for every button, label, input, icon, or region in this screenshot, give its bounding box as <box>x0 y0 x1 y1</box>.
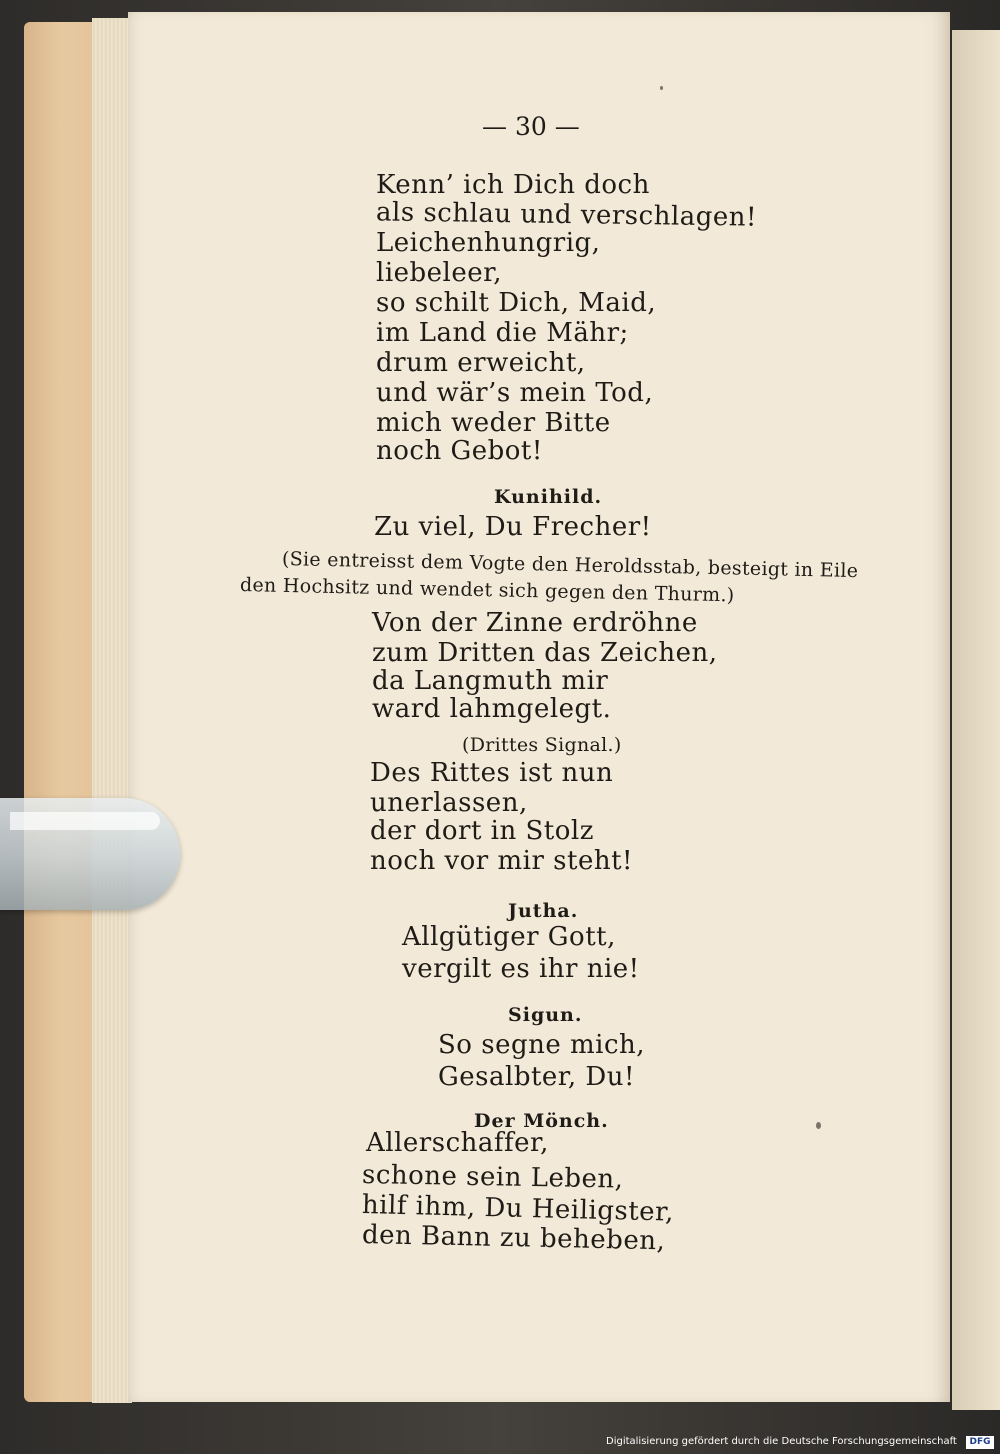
verse-line: als schlau und verschlagen! <box>375 197 758 233</box>
verse-line: und wär’s mein Tod, <box>376 378 654 408</box>
verse-line: mich weder Bitte <box>376 408 611 438</box>
verse-line: Des Rittes ist nun <box>370 758 614 788</box>
verse-line: Allgütiger Gott, <box>402 922 616 952</box>
stage-direction: (Drittes Signal.) <box>462 734 622 756</box>
verse-line: Kenn’ ich Dich doch <box>376 170 650 200</box>
speaker-name: Sigun. <box>508 1004 583 1026</box>
page-edges <box>92 18 132 1403</box>
verse-line: Leichenhungrig, <box>376 228 601 258</box>
verse-line: liebeleer, <box>376 258 502 288</box>
digitization-credit: Digitalisierung gefördert durch die Deutsche Forschungsgemeinschaft <box>606 1436 957 1447</box>
verse-line: Gesalbter, Du! <box>438 1062 635 1092</box>
speaker-name: Der Mönch. <box>474 1110 609 1132</box>
stage-direction: den Hochsitz und wendet sich gegen den Thurm.) <box>239 574 735 607</box>
verse-line: noch vor mir steht! <box>370 846 633 876</box>
verse-line: den Bann zu beheben, <box>361 1220 666 1257</box>
dfg-logo: DFG <box>966 1436 994 1449</box>
verse-line: Zu viel, Du Frecher! <box>374 512 652 542</box>
ink-spot <box>660 86 663 90</box>
verse-line: So segne mich, <box>438 1030 646 1060</box>
verse-line: im Land die Mähr; <box>376 318 629 348</box>
verse-line: unerlassen, <box>370 788 528 818</box>
verse-line: schone sein Leben, <box>361 1160 624 1195</box>
verse-line: hilf ihm, Du Heiligster, <box>361 1190 675 1228</box>
verse-line: zum Dritten das Zeichen, <box>372 638 718 668</box>
verse-line: Von der Zinne erdröhne <box>372 608 698 638</box>
verse-line: drum erweicht, <box>376 348 586 378</box>
next-page-edge <box>952 30 1000 1410</box>
page-clip-highlight <box>10 812 160 830</box>
verse-line: noch Gebot! <box>376 436 543 466</box>
page-number: — 30 — <box>482 112 580 141</box>
verse-line: da Langmuth mir <box>372 666 609 696</box>
verse-line: ward lahmgelegt. <box>372 694 612 724</box>
verse-line: so schilt Dich, Maid, <box>376 288 657 318</box>
speaker-name: Kunihild. <box>494 486 603 508</box>
stage-direction: (Sie entreisst dem Vogte den Heroldsstab, besteigt in Eile <box>281 548 859 583</box>
speaker-name: Jutha. <box>508 900 579 922</box>
verse-line: vergilt es ihr nie! <box>402 954 640 984</box>
ink-spot <box>816 1122 821 1129</box>
verse-line: Allerschaffer, <box>366 1128 549 1158</box>
verse-line: der dort in Stolz <box>370 816 594 846</box>
